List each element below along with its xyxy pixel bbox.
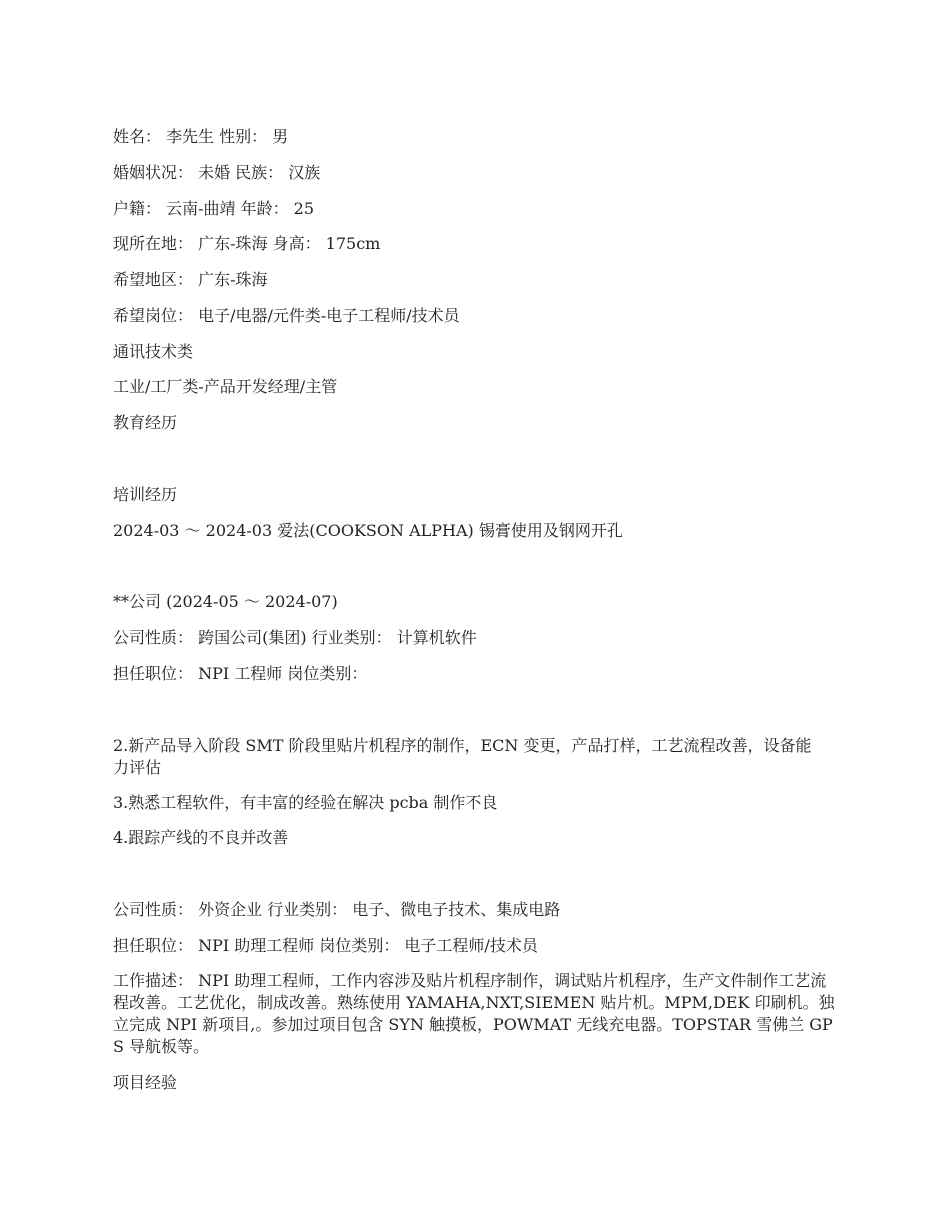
desired-position-extra-2: 工业/工厂类-产品开发经理/主管 <box>113 377 338 396</box>
training-heading: 培训经历 <box>113 485 178 504</box>
projects-heading: 项目经验 <box>113 1073 178 1092</box>
education-heading: 教育经历 <box>113 413 178 432</box>
location-height-line: 现所在地： 广东-珠海 身高： 175cm <box>113 234 381 253</box>
job1-nature-line: 公司性质： 跨国公司(集团) 行业类别： 计算机软件 <box>113 628 477 647</box>
job1-duty-4: 4.跟踪产线的不良并改善 <box>113 828 289 847</box>
job1-duty-2: 2.新产品导入阶段 SMT 阶段里贴片机程序的制作，ECN 变更，产品打样，工艺流程改善，设备能力评估 <box>113 736 812 777</box>
desired-position-extra-1: 通讯技术类 <box>113 342 194 361</box>
job2-position-line: 担任职位： NPI 助理工程师 岗位类别： 电子工程师/技术员 <box>113 936 538 955</box>
name-gender-line: 姓名： 李先生 性别： 男 <box>113 127 289 146</box>
job1-position-line: 担任职位： NPI 工程师 岗位类别： <box>113 664 368 683</box>
job1-duty-3: 3.熟悉工程软件，有丰富的经验在解决 pcba 制作不良 <box>113 793 498 812</box>
desired-region-line: 希望地区： 广东-珠海 <box>113 270 268 289</box>
desired-position-line: 希望岗位： 电子/电器/元件类-电子工程师/技术员 <box>113 306 460 325</box>
job2-description: 工作描述： NPI 助理工程师，工作内容涉及贴片机程序制作，调试贴片机程序，生产文件制作工艺流程改善。工艺优化，制成改善。熟练使用 YAMAHA,NXT,SIEMEN 贴片机。MPM,DEK 印刷机。独立完成 NPI 新项目,。参加过项目包含 SYN 触摸板，POWMAT 无线充电器。TOPSTAR 雪佛兰 GPS 导航板等。 <box>113 971 835 1056</box>
hukou-age-line: 户籍： 云南-曲靖 年龄： 25 <box>113 199 315 218</box>
marital-ethnicity-line: 婚姻状况： 未婚 民族： 汉族 <box>113 163 321 182</box>
job1-company-line: **公司 (2024-05 ～ 2024-07) <box>113 592 338 611</box>
training-item: 2024-03 ～ 2024-03 爱法(COOKSON ALPHA) 锡膏使用及钢网开孔 <box>113 521 623 540</box>
job2-nature-line: 公司性质： 外资企业 行业类别： 电子、微电子技术、集成电路 <box>113 900 561 919</box>
